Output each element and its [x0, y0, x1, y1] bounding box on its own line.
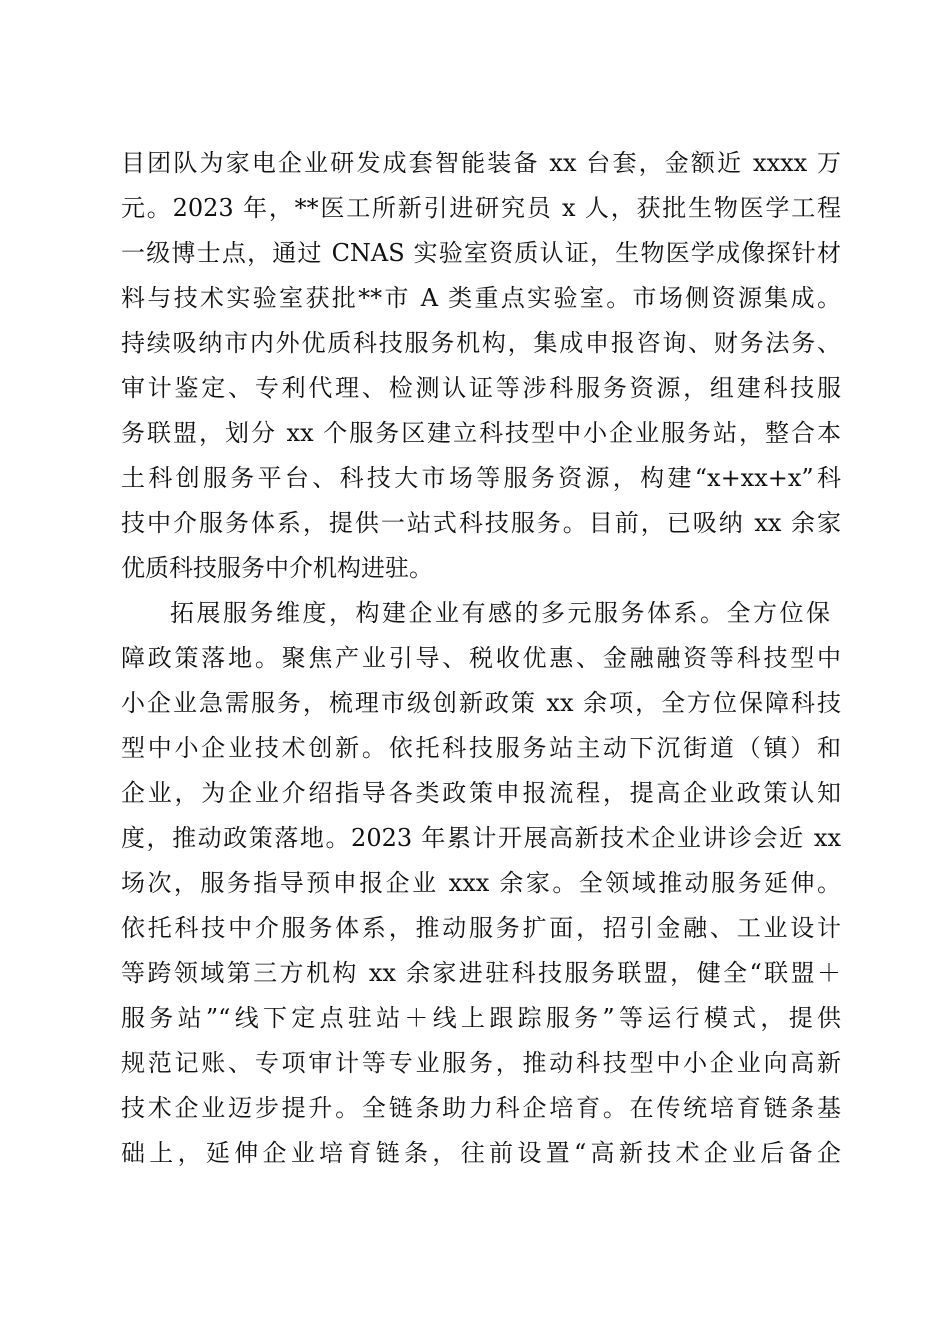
text-line: 持续吸纳市内外优质科技服务机构，集成申报咨询、财务法务、: [121, 329, 841, 357]
paragraph-first-line: 拓展服务维度，构建企业有感的多元服务体系。全方位保: [170, 599, 830, 627]
text-line: 规范记账、专项审计等专业服务，推动科技型中小企业向高新: [121, 1049, 841, 1077]
text-line: 料与技术实验室获批**市 A 类重点实验室。市场侧资源集成。: [121, 284, 841, 312]
text-line: 元。2023 年，**医工所新引进研究员 x 人，获批生物医学工程: [121, 194, 841, 222]
text-line: 优质科技服务中介机构进驻。: [121, 554, 433, 582]
text-line: 障政策落地。聚焦产业引导、税收优惠、金融融资等科技型中: [121, 644, 841, 672]
text-line: 等跨领域第三方机构 xx 余家进驻科技服务联盟，健全“联盟＋: [121, 959, 841, 987]
text-line: 础上，延伸企业培育链条，往前设置“高新技术企业后备企: [121, 1139, 841, 1167]
text-line: 场次，服务指导预申报企业 xxx 余家。全领域推动服务延伸。: [121, 869, 841, 897]
text-line: 技中介服务体系，提供一站式科技服务。目前，已吸纳 xx 余家: [121, 509, 841, 537]
text-line: 一级博士点，通过 CNAS 实验室资质认证，生物医学成像探针材: [121, 239, 841, 267]
text-line: 土科创服务平台、科技大市场等服务资源，构建“x+xx+x”科: [121, 464, 841, 492]
text-line: 服务站”“线下定点驻站＋线上跟踪服务”等运行模式，提供: [121, 1004, 841, 1032]
text-line: 度，推动政策落地。2023 年累计开展高新技术企业讲诊会近 xx: [121, 824, 841, 852]
text-line: 小企业急需服务，梳理市级创新政策 xx 余项，全方位保障科技: [121, 689, 841, 717]
text-line: 目团队为家电企业研发成套智能装备 xx 台套，金额近 xxxx 万: [121, 149, 841, 177]
text-line: 企业，为企业介绍指导各类政策申报流程，提高企业政策认知: [121, 779, 841, 807]
text-line: 型中小企业技术创新。依托科技服务站主动下沉街道（镇）和: [121, 734, 841, 762]
text-line: 务联盟，划分 xx 个服务区建立科技型中小企业服务站，整合本: [121, 419, 841, 447]
text-line: 技术企业迈步提升。全链条助力科企培育。在传统培育链条基: [121, 1094, 841, 1122]
text-line: 审计鉴定、专利代理、检测认证等涉科服务资源，组建科技服: [121, 374, 841, 402]
text-line: 依托科技中介服务体系，推动服务扩面，招引金融、工业设计: [121, 914, 841, 942]
